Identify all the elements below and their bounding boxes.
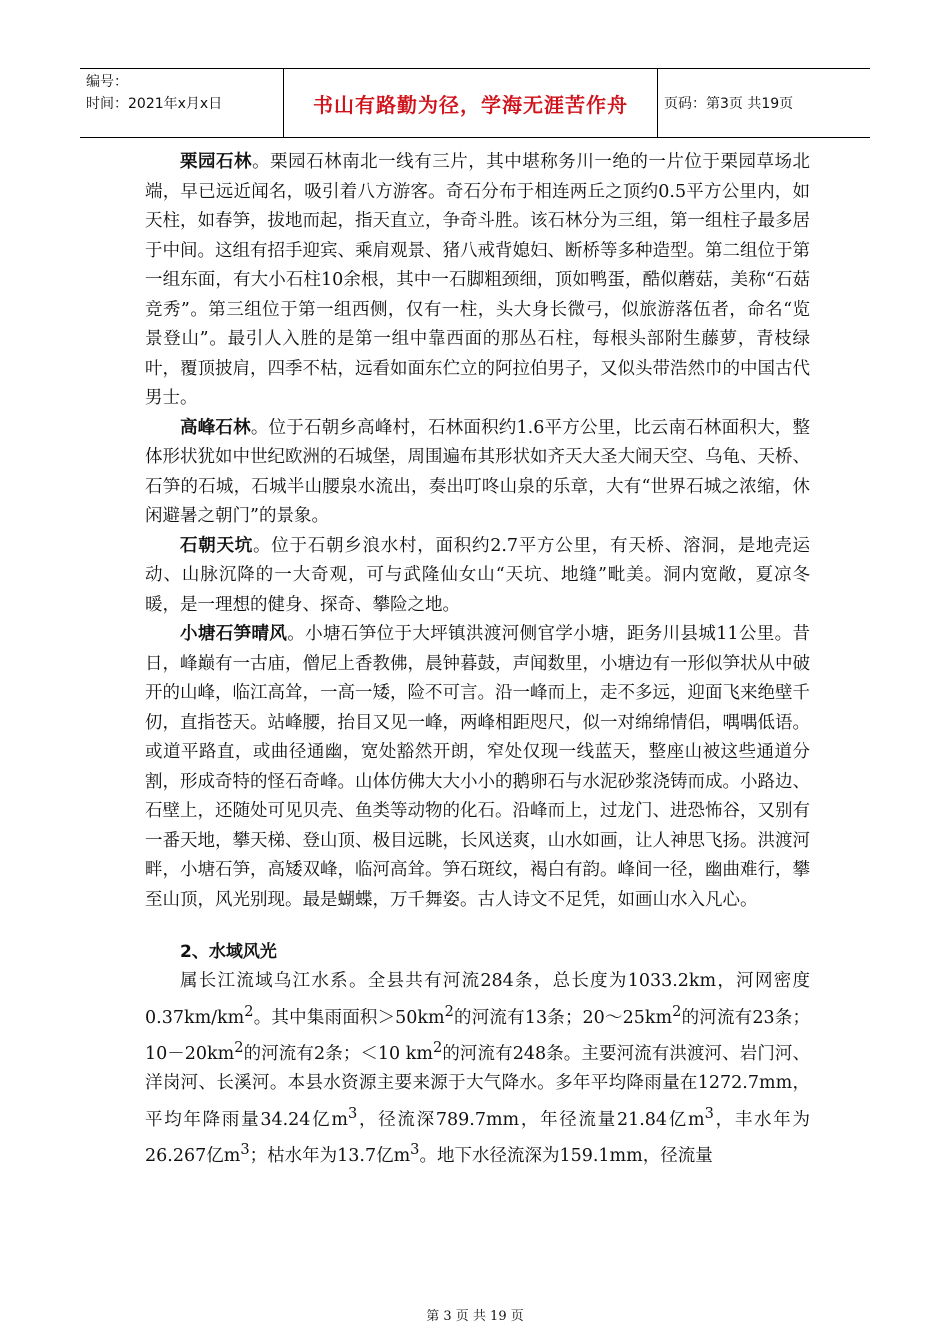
paragraph-liyuan	[145, 148, 810, 414]
text-run: ，丰水年为26.267亿m	[145, 1109, 810, 1166]
header-motto: 书山有路勤为径，学海无涯苦作舟	[284, 69, 658, 137]
superscript: 3	[704, 1104, 714, 1122]
superscript: 2	[432, 1038, 443, 1056]
paragraph-xiaotang	[145, 620, 810, 915]
text-run: 属长江流域乌江水系。全县共有河流284条，总长度为1033.2km，河网密度0.37km/km	[145, 971, 810, 1028]
paragraph-text: 。位于石朝乡高峰村，石林面积约1.6平方公里，比云南石林面积大，整体形状犹如中世纪欧洲的石城堡，周围遍布其形状如齐天大圣大闹天空、乌龟、天桥、石笋的石城，石城半山腰泉水流出，奏出叮咚山泉的乐章，大有“世界石城之浓缩，休闲避暑之朝门”的景象。	[145, 417, 810, 526]
header-page-info: 页码：第3页 共19页	[664, 96, 794, 112]
superscript: 2	[244, 1002, 254, 1020]
document-time-label: 时间：2021年x月x日	[86, 96, 223, 112]
paragraph-gaofeng	[145, 414, 810, 532]
document-body	[145, 148, 810, 1171]
paragraph-shichao	[145, 532, 810, 621]
paragraph-title: 高峰石林	[180, 417, 251, 438]
paragraph-title: 石朝天坑	[180, 535, 253, 556]
paragraph-title: 栗园石林	[180, 152, 253, 172]
superscript: 3	[240, 1140, 250, 1158]
page-footer: 第 3 页 共 19 页	[426, 1309, 524, 1324]
text-run: 的河流有248条。主要河流有洪渡河、岩门河、洋岗河、长溪河。本县水资源主要来源于大气降水。多年平均降雨量在1272.7mm，平均年降雨量34.24亿m	[145, 1043, 810, 1130]
superscript: 3	[347, 1104, 358, 1122]
paragraph-text: 。位于石朝乡浪水村，面积约2.7平方公里，有天桥、溶洞，是地壳运动、山脉沉降的一大奇观，可与武隆仙女山“天坑、地缝”毗美。洞内宽敞，夏凉冬暖，是一理想的健身、探奇、攀险之地。	[145, 535, 810, 615]
document-number-label: 编号：	[86, 74, 128, 90]
superscript: 2	[672, 1002, 682, 1020]
paragraph-water	[145, 967, 810, 1171]
paragraph-text: 。小塘石笋位于大坪镇洪渡河侧官学小塘，距务川县城11公里。昔日，峰巅有一古庙，僧尼上香教佛，晨钟暮鼓，声闻数里，小塘边有一形似笋状从中破开的山峰，临江高耸，一高一矮，险不可言。沿一峰而上，走不多远，迎面飞来绝壁千仞，直指苍天。站峰腰，抬目又见一峰，两峰相距咫尺，似一对绵绵情侣，喁喁低语。或道平路直，或曲径通幽，宽处豁然开朗，窄处仅现一线蓝天，整座山被这些通道分割，形成奇特的怪石奇峰。山体仿佛大大小小的鹅卵石与水泥砂浆浇铸而成。小路边、石壁上，还随处可见贝壳、鱼类等动物的化石。沿峰而上，过龙门、进恐怖谷，又别有一番天地，攀天梯、登山顶、极目远眺，长风送爽，山水如画，让人神思飞扬。洪渡河畔，小塘石笋，高矮双峰，临河高耸。笋石斑纹，褐白有韵。峰间一径，幽曲难行，攀至山顶，风光别现。最是蝴蝶，万千舞姿。古人诗文不足凭，如画山水入凡心。	[145, 624, 810, 910]
header-meta	[80, 69, 284, 137]
section-title: 2、水域风光	[180, 942, 277, 962]
text-run: 的河流有13条；20～25km	[453, 1007, 673, 1028]
paragraph-text: 。栗园石林南北一线有三片，其中堪称务川一绝的一片位于栗园草场北端，早已远近闻名，吸引着八方游客。奇石分布于相连两丘之顶约0.5平方公里内，如天柱，如春笋，拔地而起，指天直立，争奇斗胜。该石林分为三组，第一组柱子最多居于中间。这组有招手迎宾、乘肩观景、猪八戒背媳妇、断桥等多种造型。第二组位于第一组东面，有大小石柱10余根，其中一石脚粗颈细，顶如鸭蛋，酷似蘑菇，美称“石菇竞秀”。第三组位于第一组西侧，仅有一柱，头大身长微弓，似旅游落伍者，命名“览景登山”。最引人入胜的是第一组中靠西面的那丛石柱，每根头部附生藤萝，青枝绿叶，覆顶披肩，四季不枯，远看如面东伫立的阿拉伯男子，又似头带浩然巾的中国古代男士。	[145, 152, 811, 408]
text-run: 。其中集雨面积＞50km	[253, 1007, 445, 1028]
text-run: ，径流深789.7mm，年径流量21.84亿m	[357, 1109, 705, 1130]
paragraph-title: 小塘石笋晴风	[180, 624, 288, 644]
superscript: 2	[444, 1002, 454, 1020]
page-header	[80, 68, 870, 138]
text-run: ；枯水年为13.7亿m	[249, 1145, 411, 1166]
text-run: 的河流有2条；＜10 km	[243, 1043, 433, 1064]
superscript: 3	[410, 1140, 420, 1158]
superscript: 2	[234, 1038, 244, 1056]
text-run: 。地下水径流深为159.1mm，径流量	[419, 1145, 713, 1166]
text-run: 的河流有23条；10－20km	[145, 1007, 810, 1064]
